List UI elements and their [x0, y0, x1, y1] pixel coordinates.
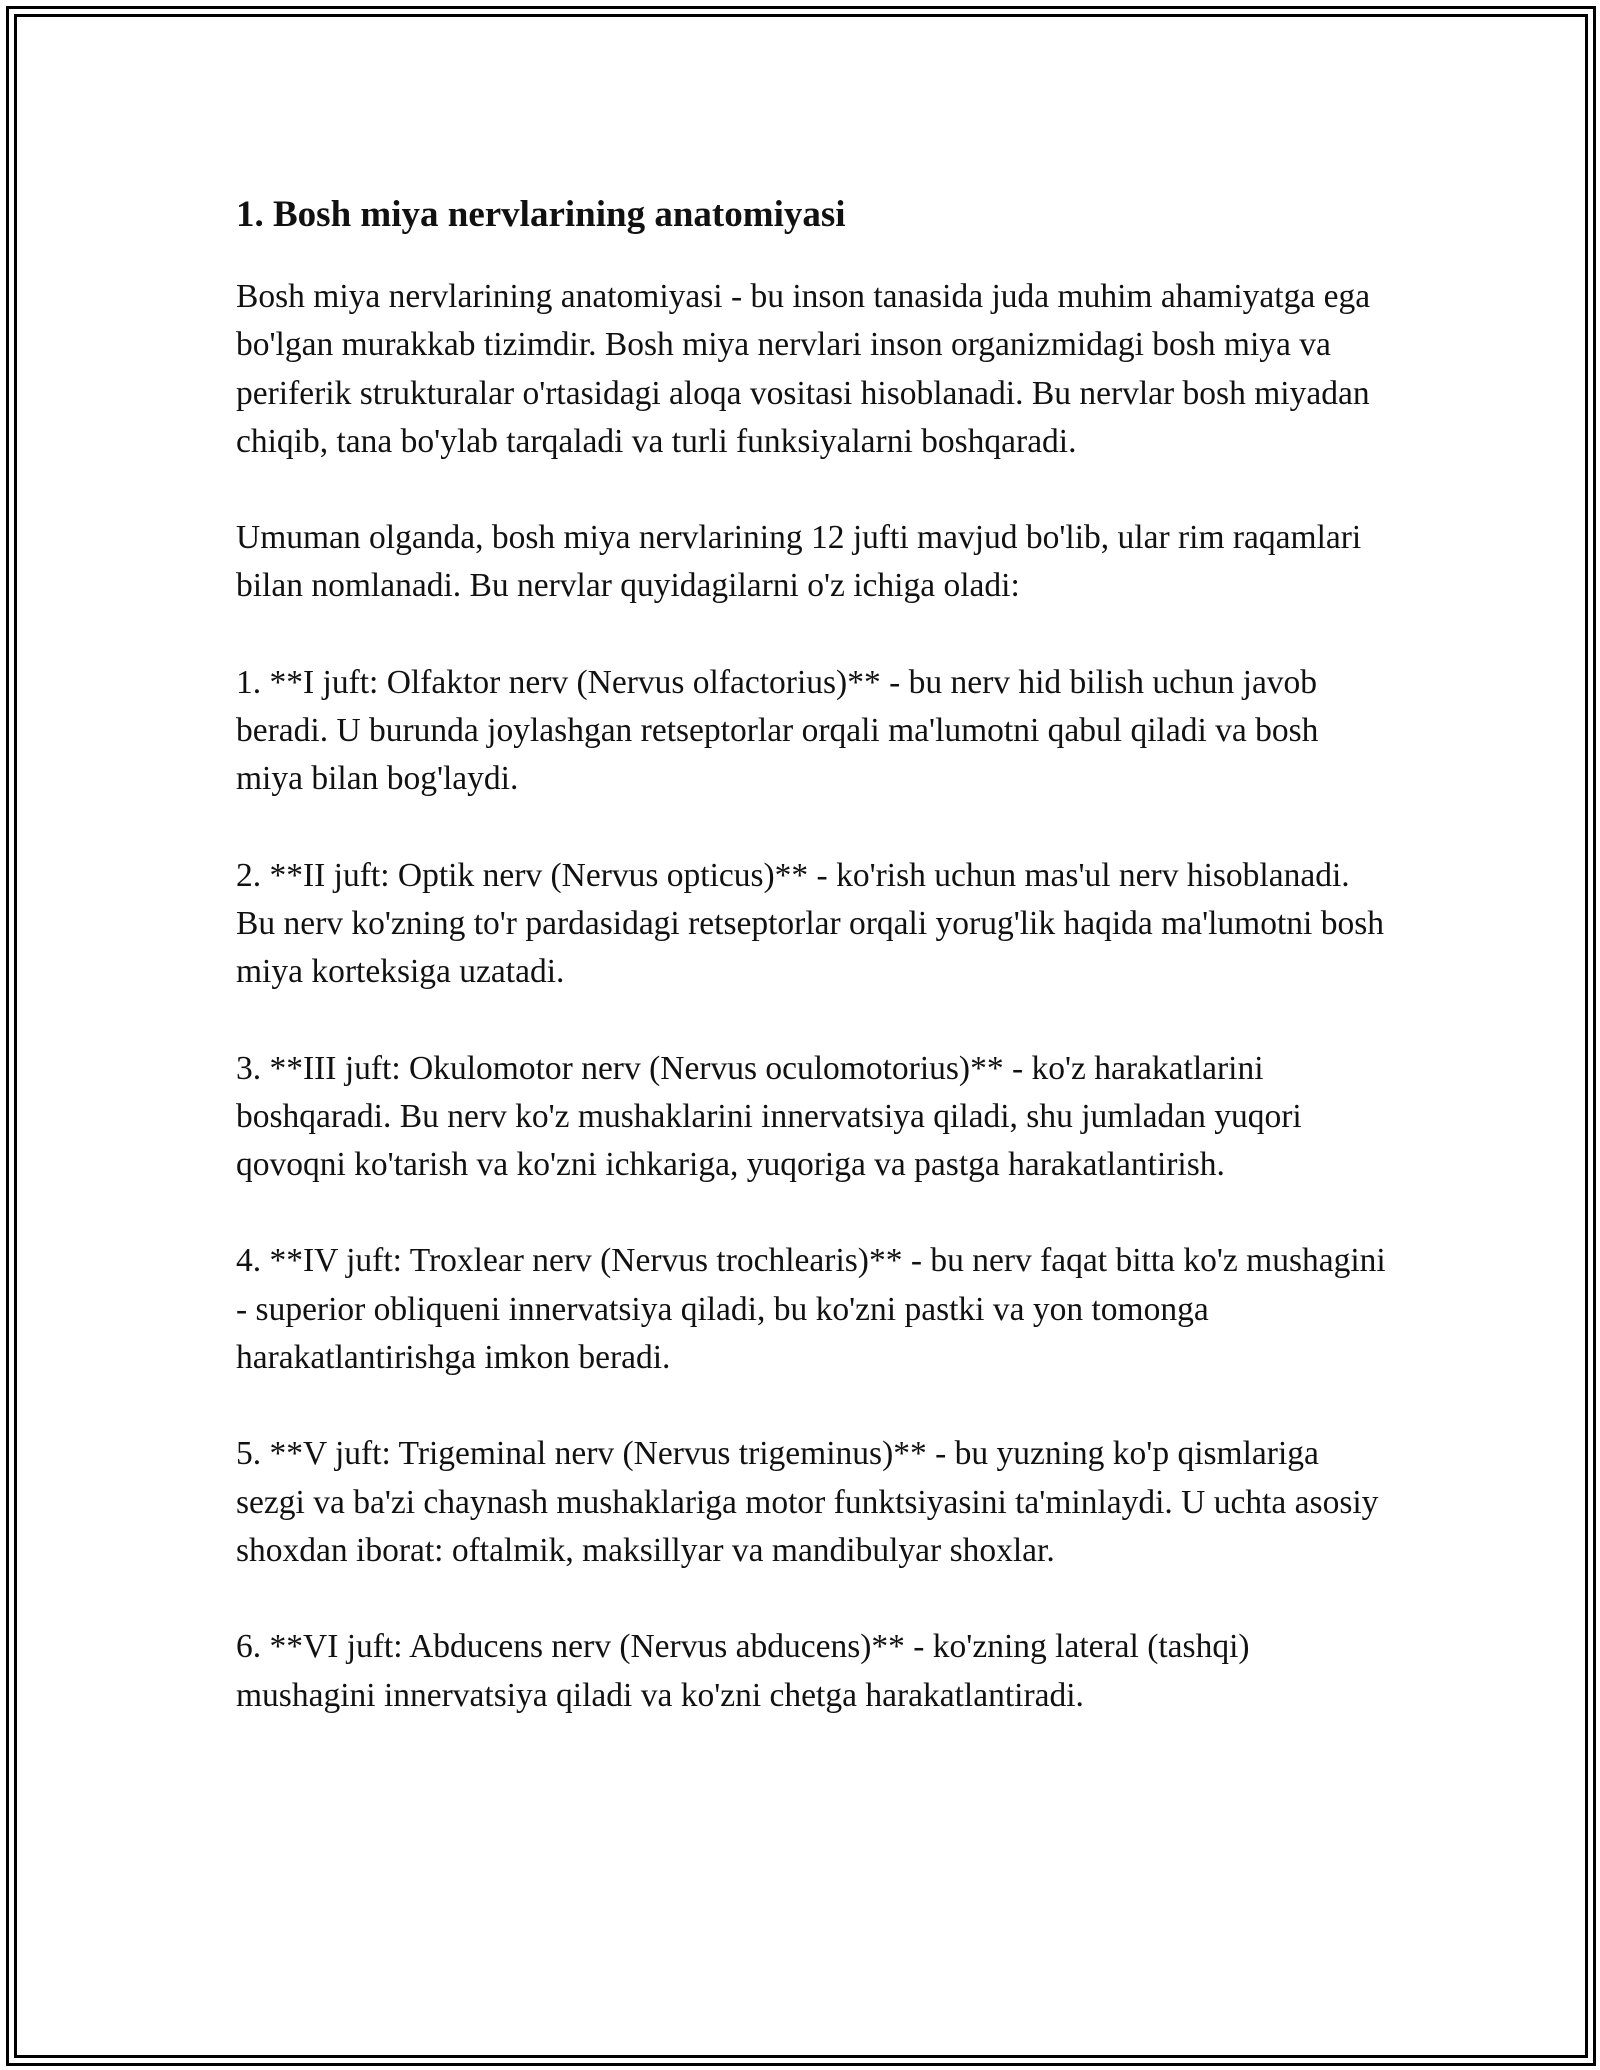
list-item-nerve-5: 5. **V juft: Trigeminal nerv (Nervus trigeminus)** - bu yuzning ko'p qismlariga sezgi va ba'zi chaynash mushaklariga motor funktsiyasini ta'minlaydi. U uchta asosiy shoxdan iborat: oftalmik, maksillyar va mandibulyar shoxlar.	[236, 1435, 1379, 1569]
overview-paragraph: Umuman olganda, bosh miya nervlarining 12 jufti mavjud bo'lib, ular rim raqamlari bilan nomlanadi. Bu nervlar quyidagilarni o'z ichiga oladi:	[236, 519, 1362, 605]
list-item-nerve-6: 6. **VI juft: Abducens nerv (Nervus abducens)** - ko'zning lateral (tashqi) mushagini innervatsiya qiladi va ko'zni chetga harakatlantiradi.	[236, 1628, 1250, 1714]
intro-paragraph: Bosh miya nervlarining anatomiyasi - bu inson tanasida juda muhim ahamiyatga ega bo'lgan murakkab tizimdir. Bosh miya nervlari inson organizmidagi bosh miya va periferik strukturalar o'rtasidagi aloqa vositasi hisoblanadi. Bu nervlar bosh miyadan chiqib, tana bo'ylab tarqaladi va turli funksiyalarni boshqaradi.	[236, 278, 1371, 460]
document-body	[236, 185, 1386, 1768]
document-title: 1. Bosh miya nervlarining anatomiyasi	[236, 194, 846, 235]
list-item-nerve-1: 1. **I juft: Olfaktor nerv (Nervus olfactorius)** - bu nerv hid bilish uchun javob beradi. U burunda joylashgan retseptorlar orqali ma'lumotni qabul qiladi va bosh miya bilan bog'laydi.	[236, 663, 1319, 798]
list-item-nerve-3: 3. **III juft: Okulomotor nerv (Nervus oculomotorius)** - ko'z harakatlarini boshqaradi. Bu nerv ko'z mushaklarini innervatsiya qiladi, shu jumladan yuqori qovoqni ko'tarish va ko'zni ichkariga, yuqoriga va pastga harakatlantirish.	[236, 1049, 1302, 1184]
list-item-nerve-2: 2. **II juft: Optik nerv (Nervus opticus)** - ko'rish uchun mas'ul nerv hisoblanadi. Bu nerv ko'zning to'r pardasidagi retseptorlar orqali yorug'lik haqida ma'lumotni bosh miya korteksiga uzatadi.	[236, 856, 1384, 991]
list-item-nerve-4: 4. **IV juft: Troxlear nerv (Nervus trochlearis)** - bu nerv faqat bitta ko'z mushagini - superior obliqueni innervatsiya qiladi, bu ko'zni pastki va yon tomonga harakatlantirishga imkon beradi.	[236, 1242, 1386, 1377]
